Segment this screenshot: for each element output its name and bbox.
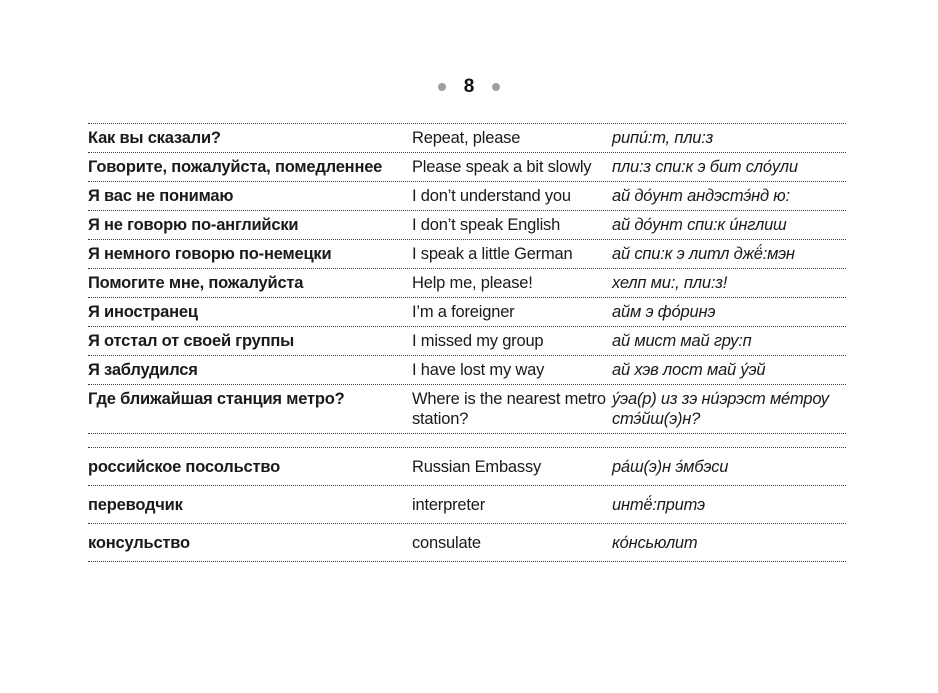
english-phrase: I missed my group xyxy=(412,332,544,350)
table-row xyxy=(88,211,846,240)
english-phrase: consulate xyxy=(412,534,481,552)
phonetic-transcription: рипи́:т, пли:з xyxy=(612,129,714,147)
table-row xyxy=(88,327,846,356)
phrase-table xyxy=(88,123,846,562)
english-phrase: Repeat, please xyxy=(412,129,521,147)
russian-phrase: переводчик xyxy=(88,496,183,514)
phonetic-transcription: айм э фо́ринэ xyxy=(612,303,716,321)
english-phrase: I don’t speak English xyxy=(412,216,561,234)
phonetic-transcription: ай до́унт андэстэ́нд ю: xyxy=(612,187,790,205)
russian-phrase: российское посольство xyxy=(88,458,280,476)
table-row xyxy=(88,448,846,486)
english-phrase: Help me, please! xyxy=(412,274,533,292)
english-phrase: Where is the nearest metro station? xyxy=(412,390,606,428)
russian-phrase: Я вас не понимаю xyxy=(88,187,234,205)
english-phrase: interpreter xyxy=(412,496,486,514)
table-row xyxy=(88,269,846,298)
english-phrase: Russian Embassy xyxy=(412,458,542,476)
phonetic-transcription: хелп ми:, пли:з! xyxy=(612,274,728,292)
table-row xyxy=(88,298,846,327)
folio-dot-right-icon xyxy=(492,83,500,91)
phonetic-transcription: у́эа(р) из зэ ни́эрэст ме́троу стэ́йш(э)н? xyxy=(612,390,829,428)
table-row xyxy=(88,124,846,153)
russian-phrase: Говорите, пожалуйста, помедленнее xyxy=(88,158,383,176)
english-phrase: Please speak a bit slowly xyxy=(412,158,592,176)
phonetic-transcription: пли:з спи:к э бит сло́ули xyxy=(612,158,798,176)
table-row xyxy=(88,182,846,211)
table-row xyxy=(88,524,846,562)
russian-phrase: Как вы сказали? xyxy=(88,129,221,147)
table-row xyxy=(88,385,846,434)
folio-dot-left-icon xyxy=(438,83,446,91)
page-header xyxy=(0,76,938,98)
page-number: 8 xyxy=(463,76,475,97)
phonetic-transcription: ко́нсьюлит xyxy=(612,534,698,552)
russian-phrase: Помогите мне, пожалуйста xyxy=(88,274,304,292)
russian-phrase: Я заблудился xyxy=(88,361,198,379)
russian-phrase: Я иностранец xyxy=(88,303,198,321)
russian-phrase: Где ближайшая станция метро? xyxy=(88,390,345,408)
english-phrase: I speak a little German xyxy=(412,245,573,263)
table-row xyxy=(88,356,846,385)
table-row xyxy=(88,153,846,182)
section-spacer-row xyxy=(88,434,846,448)
phonetic-transcription: ай мист май гру:п xyxy=(612,332,752,350)
table-row xyxy=(88,486,846,524)
english-phrase: I have lost my way xyxy=(412,361,545,379)
english-phrase: I don’t understand you xyxy=(412,187,571,205)
phonetic-transcription: ай до́унт спи:к и́нглиш xyxy=(612,216,787,234)
russian-phrase: Я отстал от своей группы xyxy=(88,332,295,350)
russian-phrase: Я не говорю по-английски xyxy=(88,216,299,234)
phonetic-transcription: ра́ш(э)н э́мбэси xyxy=(612,458,729,476)
english-phrase: I’m a foreigner xyxy=(412,303,515,321)
phonetic-transcription: интё́:притэ xyxy=(612,496,705,514)
table-row xyxy=(88,240,846,269)
russian-phrase: Я немного говорю по-немецки xyxy=(88,245,332,263)
russian-phrase: консульство xyxy=(88,534,190,552)
phonetic-transcription: ай спи:к э литл джё́:мэн xyxy=(612,245,795,263)
phonetic-transcription: ай хэв лост май у́эй xyxy=(612,361,766,379)
